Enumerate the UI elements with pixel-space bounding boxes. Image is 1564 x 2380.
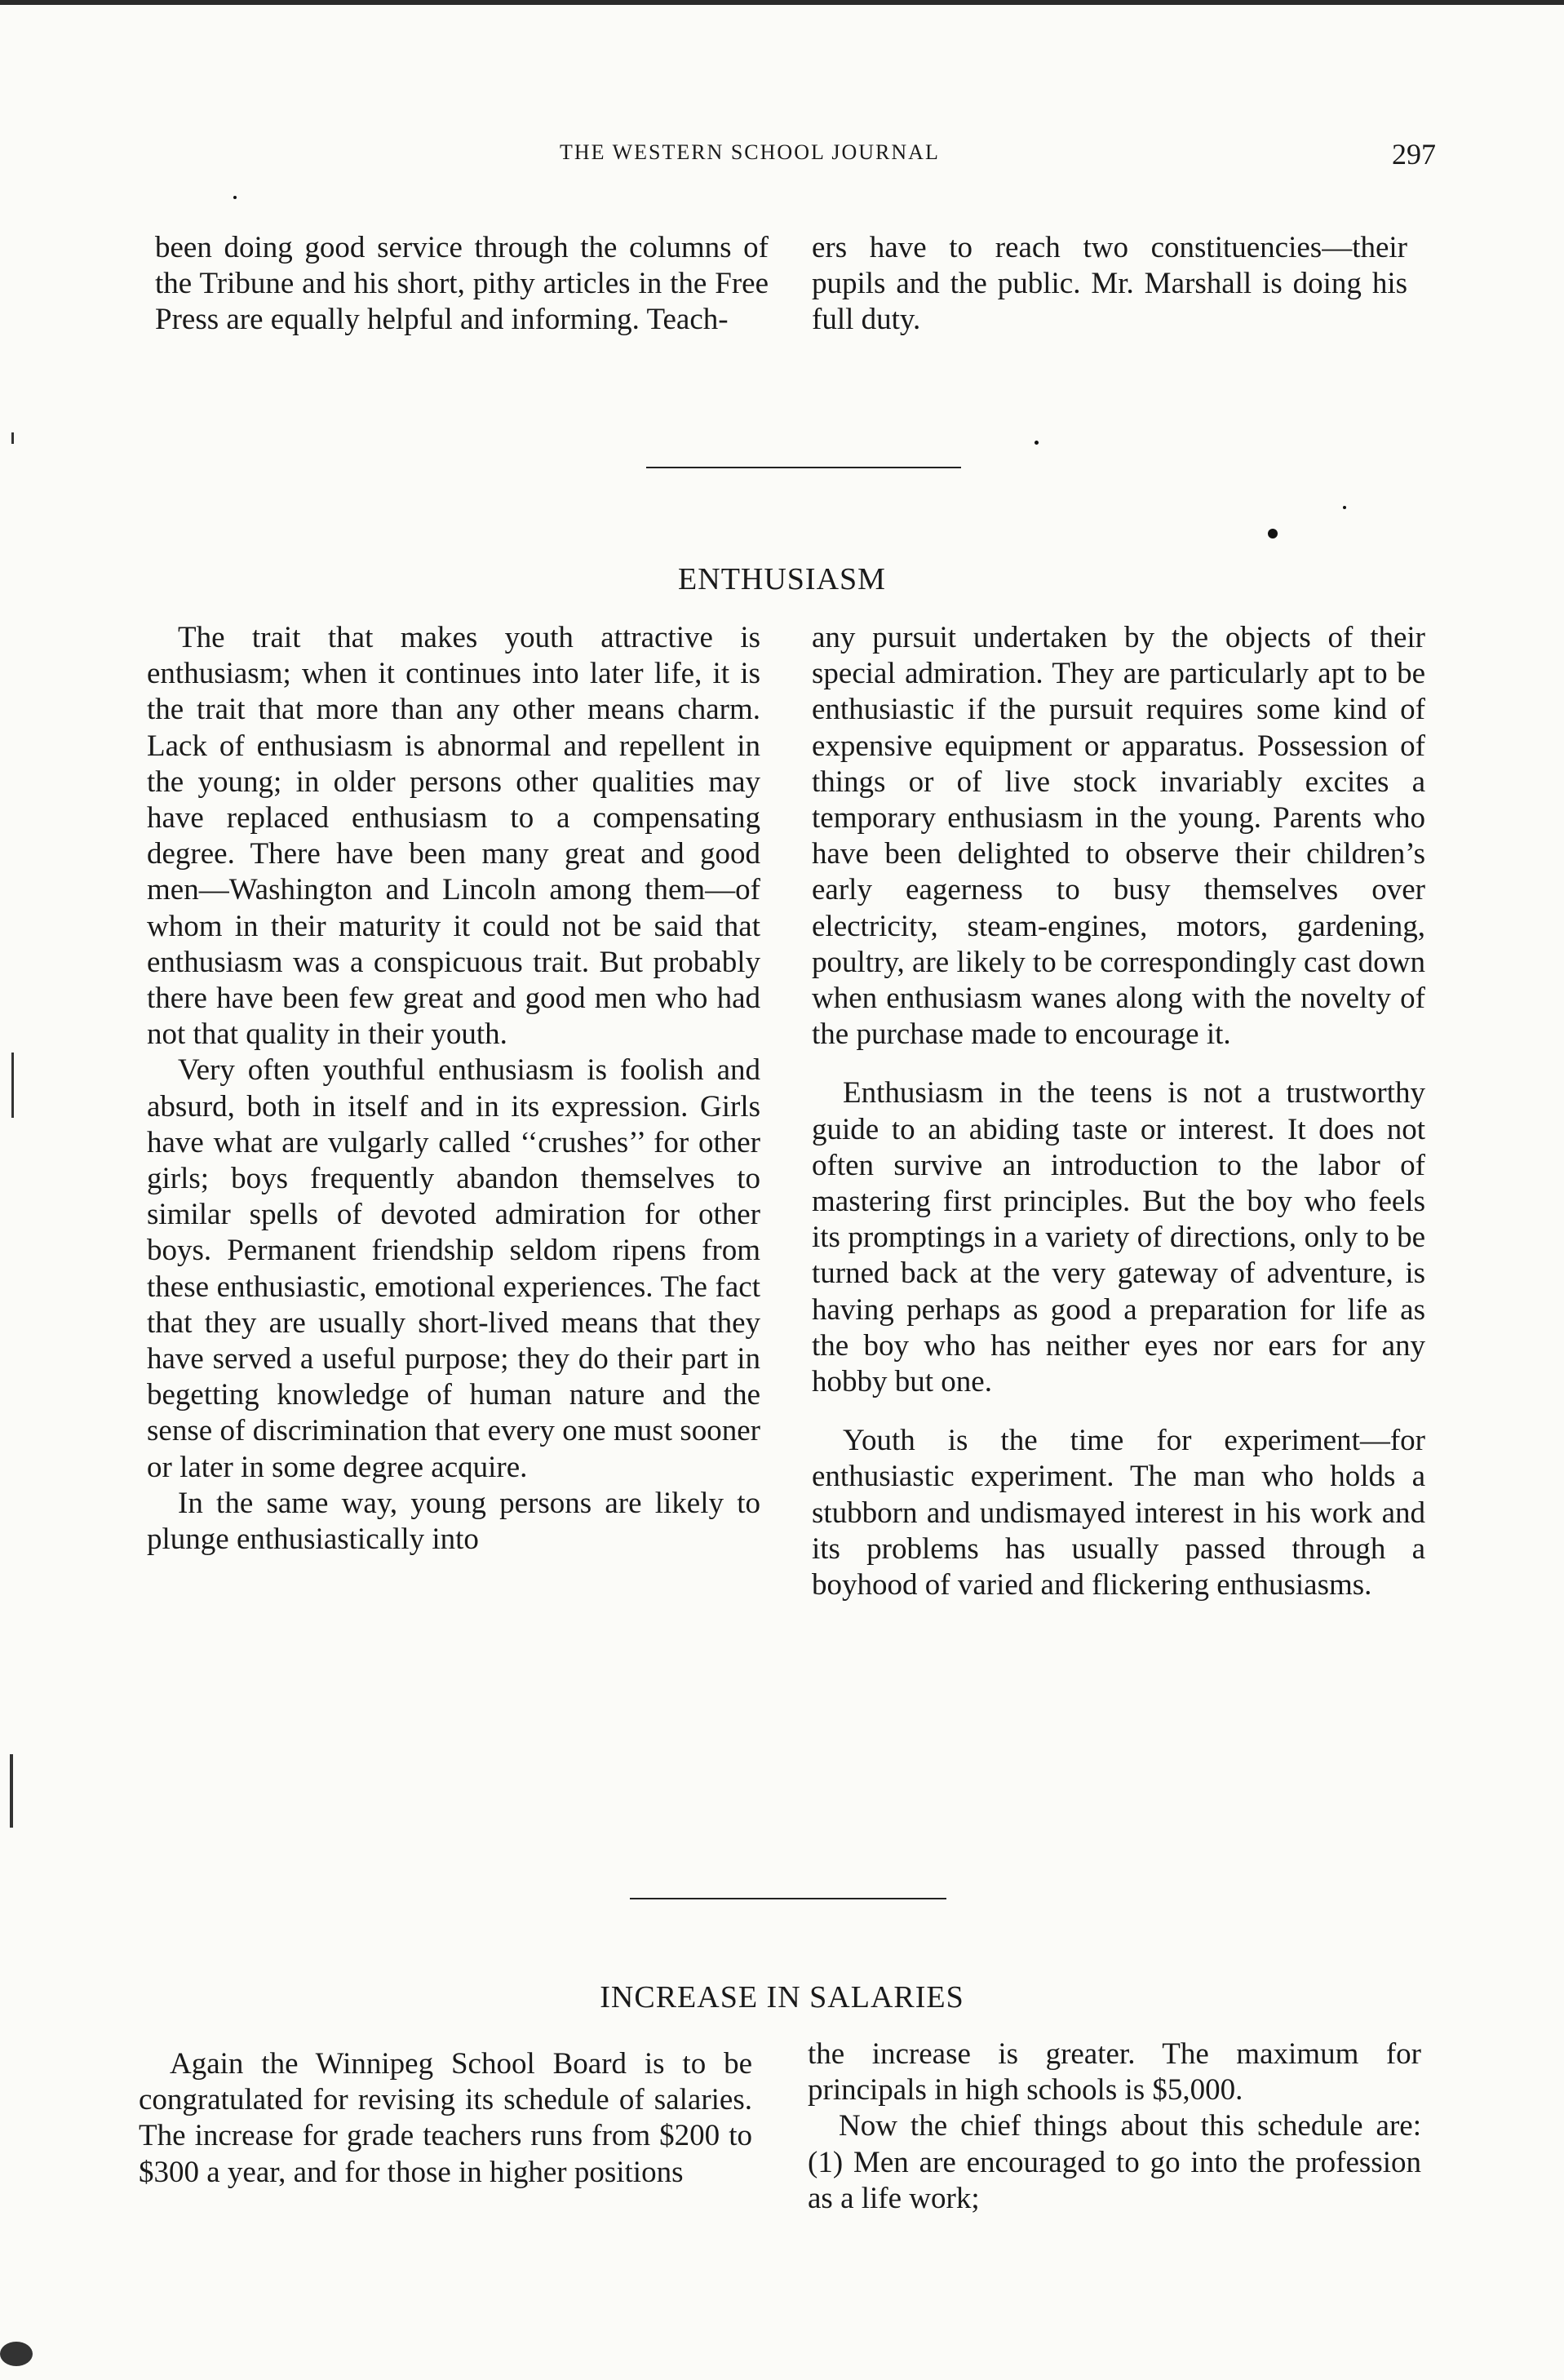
margin-mark (11, 432, 14, 444)
intro-right-column (812, 230, 1407, 339)
ink-speck (1268, 529, 1278, 538)
paragraph: Now the chief things about this schedule are: (1) Men are encouraged to go into the profession as a life work; (808, 2109, 1421, 2215)
paragraph: the increase is greater. The maximum for principals in high schools is $5,000. (808, 2037, 1421, 2107)
margin-mark (10, 1754, 13, 1828)
page-number: 297 (1392, 138, 1436, 171)
paragraph: Youth is the time for experiment—for enthusiastic experiment. The man who holds a stubborn and undismayed interest in his work and its problems has usually passed through a boyhood of varied and flickering enthusiasms. (812, 1424, 1425, 1602)
ink-speck (1035, 441, 1039, 445)
paragraph: In the same way, young persons are likely to plunge enthusiastically into (147, 1486, 760, 1557)
section-title-salaries: INCREASE IN SALARIES (600, 1980, 964, 2014)
salaries-left-column (139, 2046, 752, 2191)
paragraph: Again the Winnipeg School Board is to be congratulated for revising its schedule of salaries. The increase for grade teachers runs from $200 to $300 a year, and for those in higher positions (139, 2047, 752, 2189)
paragraph: any pursuit undertaken by the objects of their special admiration. They are particularly apt to be enthusiastic if the pursuit requires some kind of expensive equipment or apparatus. Possession of things or of live stock invariably excites a temporary enthusiasm in the young. Parents who have been delighted to observe their children’s early eagerness to busy themselves over electricity, steam-engines, motors, gardening, poultry, are likely to be correspondingly cast down when enthusiasm wanes along with the novelty of the purchase made to encourage it. (812, 621, 1425, 1052)
page-top-edge (0, 0, 1564, 5)
paragraph: been doing good service through the columns of the Tribune and his short, pithy articles in the Free Press are equally helpful and informing. Teach- (155, 231, 769, 337)
ink-speck (1343, 506, 1346, 509)
enthusiasm-right-column (812, 620, 1425, 1603)
paragraph: Enthusiasm in the teens is not a trustworthy guide to an abiding taste or interest. It does not often survive an introduction to the labor of mastering first principles. But the boy who feels its promptings in a variety of directions, only to be turned back at the very gateway of adventure, is having perhaps as good a preparation for life as the boy who has neither eyes nor ears for any hobby but one. (812, 1076, 1425, 1399)
running-head (0, 137, 1564, 170)
section-title-enthusiasm: ENTHUSIASM (678, 562, 886, 596)
salaries-right-column (808, 2037, 1421, 2217)
margin-mark (0, 2342, 33, 2366)
section-divider (646, 467, 961, 468)
section-divider (630, 1898, 946, 1899)
paragraph: Very often youthful enthusiasm is foolish and absurd, both in itself and in its expression. Girls have what are vulgarly called ‘‘crushes’’ for other girls; boys frequently abandon themselves to similar spells of devoted admiration for other boys. Permanent friendship seldom ripens from these enthusiastic, emotional experiences. The fact that they are usually short-lived means that they have served a useful purpose; they do their part in begetting knowledge of human nature and the sense of discrimination that every one must sooner or later in some degree acquire. (147, 1053, 760, 1484)
paragraph: ers have to reach two constituencies—their pupils and the public. Mr. Marshall is doing his full duty. (812, 231, 1407, 337)
enthusiasm-left-column (147, 620, 760, 1558)
paragraph: The trait that makes youth attractive is enthusiasm; when it continues into later life, it is the trait that more than any other means charm. Lack of enthusiasm is abnormal and repellent in the young; in older persons other qualities may have replaced enthusiasm to a compensating degree. There have been many great and good men—Washington and Lincoln among them—of whom in their maturity it could not be said that enthusiasm was a conspicuous trait. But probably there have been few great and good men who had not that quality in their youth. (147, 621, 760, 1052)
margin-mark (11, 1053, 14, 1118)
ink-speck (233, 196, 237, 199)
intro-left-column (155, 230, 769, 339)
running-title: THE WESTERN SCHOOL JOURNAL (560, 140, 940, 164)
